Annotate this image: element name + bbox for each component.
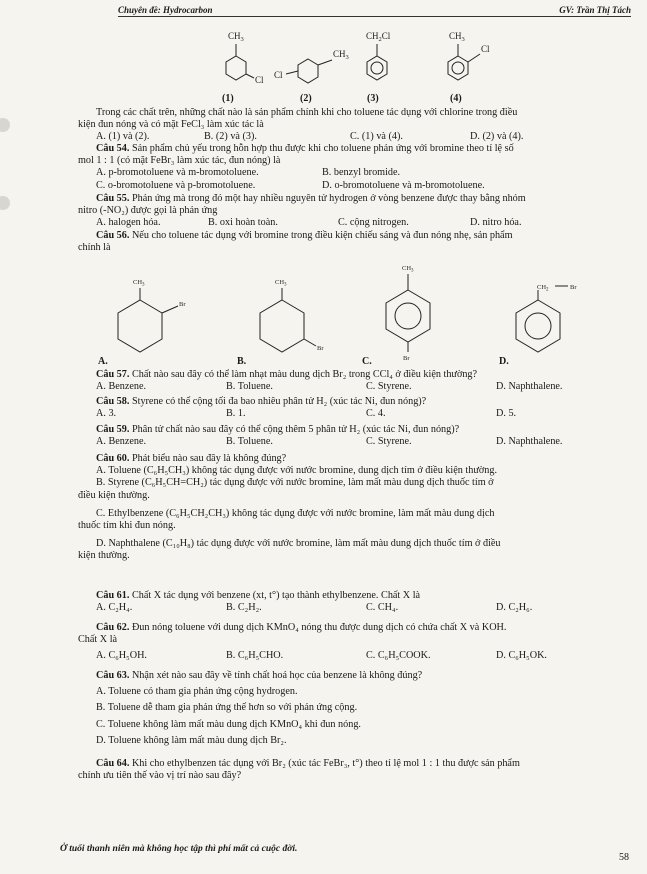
option-a: A. xyxy=(98,356,108,367)
option-d: D. Toluene không làm mất màu dung dịch Br₂. xyxy=(96,734,287,746)
option-a: A. 3. xyxy=(96,408,117,420)
answer-options xyxy=(78,650,629,662)
svg-text:CH3: $CH_3$ xyxy=(275,279,287,288)
question-stem: Phát biểu nào sau đây là không đúng? xyxy=(129,453,287,464)
benzene-ring-a xyxy=(118,300,162,352)
option-c: C. xyxy=(362,356,372,367)
svg-text:Br: Br xyxy=(317,345,324,352)
option-c: C. Toluene không làm mất màu dung dịch KMnO₄ khi đun nóng. xyxy=(96,718,361,730)
question-stem: Styrene có thể cộng tối đa bao nhiêu phân tử H₂ (xúc tác Ni, đun nóng)? xyxy=(129,396,427,407)
svg-text:Cl: Cl xyxy=(481,44,490,54)
option-c: C. C₆H₅COOK. xyxy=(366,650,431,662)
option-d: D. Naphthalene (C₁₀H₈) tác dụng được với nước bromine, làm mất màu dung dịch thuốc tím ở điều xyxy=(96,538,501,550)
option-c: C. (1) và (4). xyxy=(350,131,403,143)
option-d: D. nitro hóa. xyxy=(470,217,522,229)
option-b: B. Toluene. xyxy=(226,381,273,393)
svg-text:CH2: $CH_2$ xyxy=(537,284,549,293)
option-c: C. Ethylbenzene (C₆H₅CH₂CH₃) không tác dụng được với nước bromine, làm mất màu dung dịch xyxy=(96,507,495,519)
question-number: Câu 64. xyxy=(96,758,130,769)
svg-text:Br: Br xyxy=(179,301,186,308)
question-number: Câu 63. xyxy=(96,670,130,681)
option-d: D. 5. xyxy=(496,408,517,420)
answer-options xyxy=(78,180,629,192)
option-c: C. 4. xyxy=(366,408,386,420)
question-stem: Nhận xét nào sau đây về tính chất hoá học của benzene là không đúng? xyxy=(129,670,423,681)
svg-text:Br: Br xyxy=(570,284,577,291)
footer-quote: Ở tuổi thanh niên mà không học tập thì phí mất cả cuộc đời. xyxy=(60,844,298,854)
svg-text:Br: Br xyxy=(403,355,410,362)
question-63 xyxy=(78,670,629,747)
page-header xyxy=(118,4,631,17)
option-d: D. o-bromotoluene và m-bromotoluene. xyxy=(322,179,485,191)
question-stem: Chất X tác dụng với benzene (xt, t°) tạo thành ethylbenzene. Chất X là xyxy=(129,590,421,601)
benzene-ring-3 xyxy=(367,56,387,80)
question-number: Câu 57. xyxy=(96,369,130,380)
svg-text:CH3: $CH_3$ xyxy=(333,49,349,61)
benzene-ring-b xyxy=(260,300,304,352)
question-stem: Chất nào sau đây có thể làm nhạt màu dung dịch Br₂ trong CCl₄ ở điều kiện thường? xyxy=(129,369,478,380)
option-d: D. C₆H₅OK. xyxy=(496,650,547,662)
question-stem: Phản ứng mà trong đó một hay nhiều nguyên tử hydrogen ở vòng benzene được thay bằng nhóm xyxy=(129,193,526,204)
question-stem: nitro (-NO₂) được gọi là phản ứng xyxy=(78,205,218,217)
option-b: B. xyxy=(237,356,247,367)
option-b: B. C₂H₂. xyxy=(226,602,262,614)
question-stem: Nếu cho toluene tác dụng với bromine trong điều kiện chiếu sáng và đun nóng nhẹ, sản phẩm xyxy=(129,230,513,241)
question-59 xyxy=(78,424,629,448)
question-stem: chính ưu tiên thế vào vị trí nào sau đây? xyxy=(78,770,242,782)
question-stem: Khi cho ethylbenzen tác dụng với Br₂ (xúc tác FeBr₃, t°) theo tỉ lệ mol 1 : 1 thu được sản phẩm xyxy=(129,758,520,769)
structure-label-1: (1) xyxy=(222,93,234,104)
option-b: B. Toluene. xyxy=(226,436,273,448)
answer-options xyxy=(78,381,629,393)
option-c: C. CH₄. xyxy=(366,602,399,614)
option-a: A. Toluene (C₆H₅CH₃) không tác dụng được với nước bromine, dung dịch tím ở điều kiện thường. xyxy=(96,465,497,477)
option-a: A. Benzene. xyxy=(96,436,147,448)
option-c: C. Styrene. xyxy=(366,436,412,448)
structure-label-2: (2) xyxy=(300,93,312,104)
question-56 xyxy=(78,230,629,254)
svg-text:CH3: $CH_3$ xyxy=(228,31,244,43)
question-60 xyxy=(78,453,629,563)
question-58 xyxy=(78,396,629,420)
option-d: D. (2) và (4). xyxy=(470,131,524,143)
option-a: A. C₂H₄. xyxy=(96,602,133,614)
option-c: thuốc tím khi đun nóng. xyxy=(78,520,176,532)
option-a: A. Benzene. xyxy=(96,381,147,393)
page-number: 58 xyxy=(619,852,629,863)
option-d: D. Naphthalene. xyxy=(496,381,563,393)
option-b: B. 1. xyxy=(226,408,246,420)
question-number: Câu 54. xyxy=(96,143,130,154)
svg-text:Cl: Cl xyxy=(255,75,264,85)
question-stem: Chất X là xyxy=(78,634,118,646)
option-b: B. C₆H₅CHO. xyxy=(226,650,284,662)
question-54 xyxy=(78,143,629,192)
option-d: kiện thường. xyxy=(78,550,130,562)
answer-options xyxy=(78,436,629,448)
option-d: D. C₂H₆. xyxy=(496,602,533,614)
question-number: Câu 59. xyxy=(96,424,130,435)
structure-label-4: (4) xyxy=(450,93,462,104)
question-stem: chính là xyxy=(78,242,111,254)
question-stem: mol 1 : 1 (có mặt FeBr₃ làm xúc tác, đun nóng) là xyxy=(78,155,281,167)
option-a: A. p-bromotoluene và m-bromotoluene. xyxy=(96,167,259,179)
option-b: điều kiện thường. xyxy=(78,489,150,501)
question-stem: Sản phẩm chủ yếu trong hỗn hợp thu được khi cho toluene phản ứng với bromine theo tỉ lệ số xyxy=(129,143,514,154)
answer-options xyxy=(78,131,629,143)
benzene-ring-c xyxy=(386,290,430,342)
question-number: Câu 56. xyxy=(96,230,130,241)
benzene-ring-2 xyxy=(298,59,318,83)
benzene-ring-d xyxy=(516,300,560,352)
option-d: D. Naphthalene. xyxy=(496,436,563,448)
question-55 xyxy=(78,193,629,230)
structures-figure-56 xyxy=(90,258,610,370)
question-stem: kiện đun nóng và có mặt FeCl₃ làm xúc tác là xyxy=(78,119,264,131)
question-stem: Trong các chất trên, những chất nào là sản phẩm chính khi cho toluene tác dụng với chlorine trong điều xyxy=(96,107,518,118)
option-b: B. (2) và (3). xyxy=(204,131,257,143)
structure-label-3: (3) xyxy=(367,93,379,104)
question-stem: Đun nóng toluene với dung dịch KMnO₄ nóng thu được dung dịch có chứa chất X và KOH. xyxy=(129,622,507,633)
svg-text:CH3: $CH_3$ xyxy=(133,279,145,288)
option-a: A. halogen hóa. xyxy=(96,217,161,229)
option-a: A. C₆H₅OH. xyxy=(96,650,147,662)
option-c: C. Styrene. xyxy=(366,381,412,393)
question-number: Câu 55. xyxy=(96,193,130,204)
svg-text:CH2Cl: $CH_2Cl$ xyxy=(366,31,391,43)
header-topic: Chuyên đề: Hydrocarbon xyxy=(118,5,213,15)
option-b: B. oxi hoàn toàn. xyxy=(208,217,278,229)
svg-text:CH3: $CH_3$ xyxy=(402,265,414,274)
question-number: Câu 61. xyxy=(96,590,130,601)
question-64 xyxy=(78,758,629,782)
benzene-ring-1 xyxy=(226,56,246,80)
answer-options xyxy=(78,408,629,420)
option-b: B. benzyl bromide. xyxy=(322,167,401,179)
option-b: B. Toluene dễ tham gia phản ứng thế hơn so với phản ứng cộng. xyxy=(96,702,358,714)
question-57 xyxy=(78,369,629,393)
punch-hole xyxy=(0,118,10,132)
question-number: Câu 58. xyxy=(96,396,130,407)
question-62 xyxy=(78,622,629,663)
option-a: A. Toluene có tham gia phản ứng cộng hydrogen. xyxy=(96,686,298,698)
structures-figure-1 xyxy=(200,24,520,96)
punch-hole xyxy=(0,196,10,210)
question-number: Câu 60. xyxy=(96,453,130,464)
option-c: C. o-bromotoluene và p-bromotoluene. xyxy=(96,179,256,191)
header-teacher: GV: Trần Thị Tách xyxy=(559,5,631,15)
svg-text:Cl: Cl xyxy=(274,70,283,80)
answer-options xyxy=(78,167,629,179)
svg-text:CH3: $CH_3$ xyxy=(449,31,465,43)
option-c: C. cộng nitrogen. xyxy=(338,217,409,229)
benzene-ring-4 xyxy=(448,56,468,80)
option-d: D. xyxy=(499,356,509,367)
option-b: B. Styrene (C₆H₅CH=CH₂) tác dụng được với nước bromine, làm mất màu dung dịch thuốc tím ở xyxy=(96,477,494,489)
answer-options xyxy=(78,602,629,614)
option-a: A. (1) và (2). xyxy=(96,131,150,143)
question-chlorination xyxy=(78,107,629,144)
question-61 xyxy=(78,590,629,614)
question-number: Câu 62. xyxy=(96,622,130,633)
question-stem: Phân tử chất nào sau đây có thể cộng thêm 5 phân tử H₂ (xúc tác Ni, đun nóng)? xyxy=(129,424,460,435)
answer-options xyxy=(78,217,629,229)
